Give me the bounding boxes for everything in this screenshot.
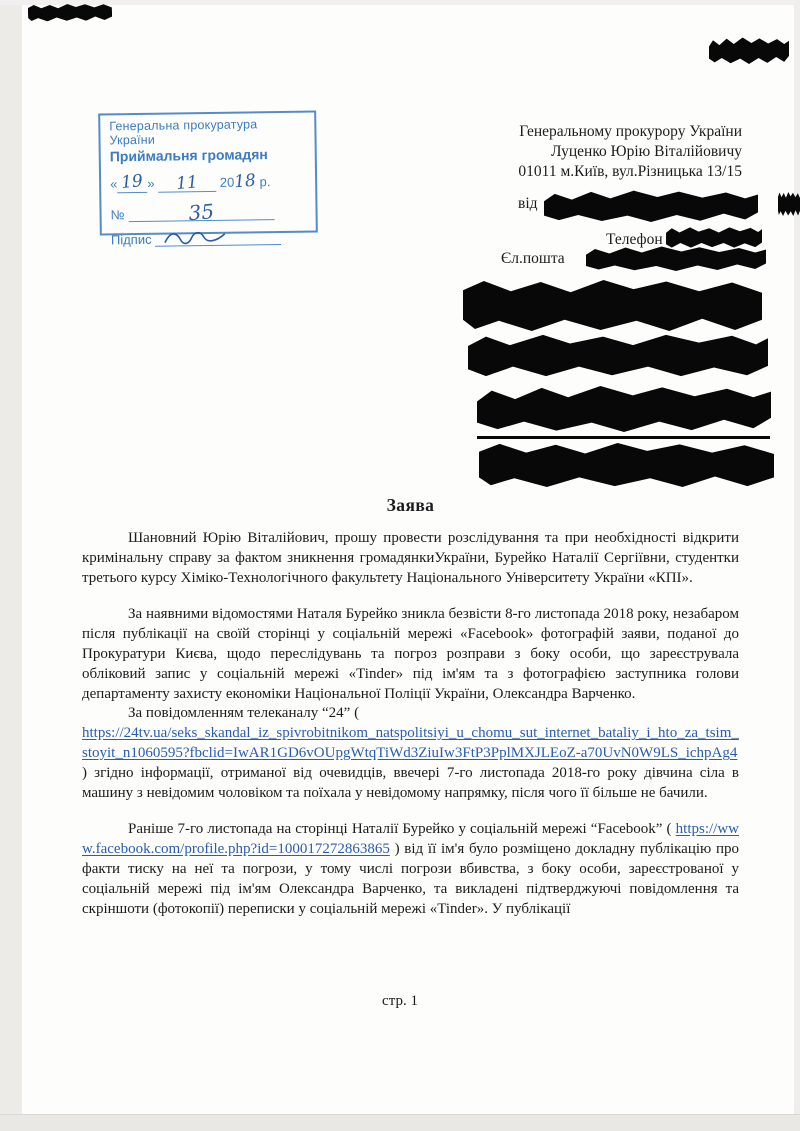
stamp-year-suffix: р. bbox=[259, 174, 271, 190]
paragraph-4 bbox=[82, 820, 739, 919]
paragraph-3-intro: За повідомленням телеканалу “24” ( bbox=[128, 705, 360, 722]
paragraph-3 bbox=[82, 704, 739, 803]
redaction-mark-edge bbox=[778, 192, 800, 216]
recipient-line-1: Генеральному прокурору України bbox=[519, 123, 742, 140]
stamp-signature-row bbox=[111, 228, 307, 248]
scan-artifact-top-right bbox=[709, 37, 789, 64]
stamp-date-month: 11 bbox=[175, 172, 199, 195]
document-body bbox=[82, 529, 739, 919]
recipient-line-3: 01011 м.Київ, вул.Різницька 13/15 bbox=[518, 163, 742, 180]
facebook-profile-link[interactable]: https://www.facebook.com/profile.php?id=100017272863865 bbox=[82, 821, 740, 858]
stamp-number-blank bbox=[128, 199, 274, 226]
stamp-number-value: 35 bbox=[187, 199, 215, 226]
from-label: від bbox=[518, 195, 538, 212]
stamp-signature-label: Підпис bbox=[110, 231, 152, 248]
paragraph-3-rest: ) згідно інформації, отриманої від очевидців, ввечері 7-го листопада 2018-го року дівчина сіла в машину з невідомим чоловіком та поїхала у невідомому напрямку, після чого її більше не бачили. bbox=[82, 764, 739, 801]
stamp-dept-line: Приймальня громадян bbox=[109, 146, 268, 165]
email-label: Єл.пошта bbox=[501, 250, 565, 267]
redaction-underline bbox=[477, 436, 770, 439]
redaction-mark-sender-name bbox=[544, 190, 758, 222]
redaction-mark-block-1 bbox=[463, 280, 762, 331]
paragraph-1: Шановний Юрію Віталійович, прошу провести розслідування та при необхідності відкрити кримінальну справу за фактом зникнення громадянкиУкраїни, Бурейко Наталії Сергіївни, студентки третього курсу Хіміко-Технологічного факультету Національного Університету України «КПІ». bbox=[82, 530, 739, 586]
redaction-mark-phone bbox=[666, 227, 762, 248]
stamp-number-label: № bbox=[110, 207, 125, 223]
stamp-date-day: 19 bbox=[120, 171, 144, 193]
stamp-month-blank bbox=[158, 173, 216, 193]
redaction-mark-email bbox=[586, 246, 766, 271]
stamp-org-line: Генеральна прокуратура України bbox=[109, 117, 258, 148]
scan-edge-bottom bbox=[0, 1114, 800, 1131]
stamp-year-prefix: 20 bbox=[219, 174, 235, 190]
signature-squiggle-icon bbox=[161, 228, 231, 249]
redaction-mark-block-3 bbox=[477, 385, 771, 432]
phone-label: Телефон bbox=[606, 231, 663, 248]
paragraph-4-rest: ) від її ім'я було розміщено докладну публікацію про факти тиску на неї та погрози, у тому числі погрози вбивства, з боку особи, зареєстрованої у соціальній мережі під ім'ям Олександра Варченко, та викладені підтверджуючі повідомлення та скріншоти (фотокопії) переписки у соціальній мережі «Tinder». У публікації bbox=[82, 841, 739, 917]
scan-edge-right bbox=[794, 0, 800, 1131]
stamp-signature-blank bbox=[155, 228, 281, 247]
scan-artifact-top-left bbox=[28, 3, 112, 21]
redaction-mark-block-4 bbox=[479, 443, 774, 487]
news-article-link[interactable]: https://24tv.ua/seks_skandal_iz_spivrobitnikom_natspolitsiyi_u_chomu_sut_internet_bataliy_i_hto_za_tsim_stoyit_n1060595?fbclid=IwAR1GD6vOUpgWtqTiWd3ZiuIw3FtP3PplMXJLEoZ-a70UvN0W9LS_ichpAg4 bbox=[82, 725, 739, 761]
scan-edge-left bbox=[0, 0, 22, 1131]
recipient-line-2: Луценко Юрію Віталійовичу bbox=[550, 143, 742, 160]
paragraph-4-intro: Раніше 7-го листопада на сторінці Наталії Бурейко у соціальній мережі “Facebook” ( bbox=[128, 821, 672, 838]
page-number: стр. 1 bbox=[382, 993, 418, 1009]
recipient-block bbox=[518, 122, 742, 182]
stamp-date-year: 18 bbox=[233, 170, 257, 193]
stamp-day-blank bbox=[117, 172, 147, 193]
redaction-mark-block-2 bbox=[468, 334, 768, 377]
scan-edge-top bbox=[0, 0, 800, 5]
stamp-date-row bbox=[110, 170, 306, 194]
document-title: Заява bbox=[386, 495, 435, 515]
reception-stamp bbox=[98, 110, 318, 248]
paragraph-2: За наявними відомостями Наталя Бурейко зникла безвісти 8-го листопада 2018 року, незабаром після публікації на своїй сторінці у соціальній мережі «Facebook» фотографій заяви, поданої до Прокуратури Києва, щодо переслідувань та погроз розправи з боку особи, що зареєструвала обліковий запис у соціальній мережі «Tinder» під ім'ям та з фотографією заступника голови департаменту захисту економіки Національної Поліції України, Олександра Варченко. bbox=[82, 606, 739, 702]
stamp-quote-close: » bbox=[147, 175, 155, 191]
stamp-number-row bbox=[110, 199, 306, 226]
stamp-quote-open: « bbox=[110, 176, 118, 192]
